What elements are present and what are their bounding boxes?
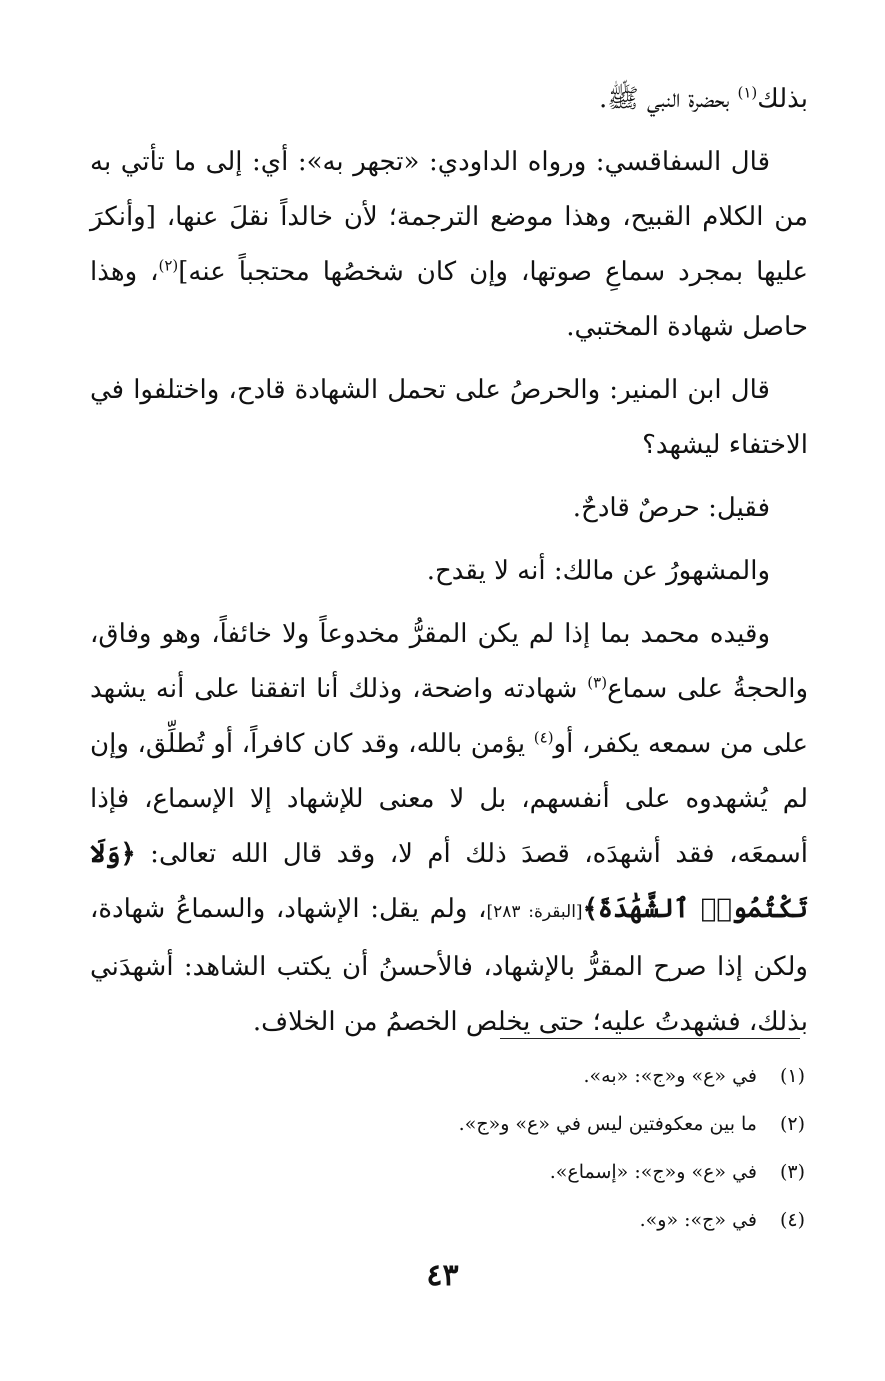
footnote-ref-1[interactable]: (١) bbox=[737, 83, 758, 102]
paragraph-2 bbox=[90, 135, 808, 355]
quran-reference: [البقرة: ٢٨٣] bbox=[486, 902, 583, 922]
footnote-number: (٢) bbox=[779, 1113, 805, 1135]
paragraph-2-tail: ، وهذا حاصل شهادة المختبي. bbox=[90, 257, 808, 342]
paragraph-5: والمشهورُ عن مالك: أنه لا يقدح. bbox=[426, 556, 770, 586]
footnote-4 bbox=[105, 1196, 805, 1244]
footnote-text: في «ج»: «و». bbox=[639, 1209, 757, 1231]
paragraph-2-text: قال السفاقسي: ورواه الداودي: «تجهر به»: أي: إلى ما تأتي به من الكلام القبيح، وهذا موضع الترجمة؛ لأن خالداً نقلَ عنها، [وأنكرَ عليها بمجرد سماعِ صوتها، وإن كان شخصُها محتجباً عنه] bbox=[90, 147, 808, 287]
footnote-text: في «ع» و«ج»: «به». bbox=[583, 1065, 757, 1087]
paragraph-6-text-b: شهادته واضحة، وذلك أنا اتفقنا على أنه يشهد على من سمعه يكفر، أو bbox=[90, 674, 808, 759]
page-body bbox=[90, 72, 808, 1058]
footnote-number: (١) bbox=[779, 1065, 805, 1087]
footnote-divider bbox=[500, 1038, 800, 1039]
footnote-ref-4[interactable]: (٤) bbox=[533, 728, 554, 747]
quran-verse: ﴿وَلَا تَكْتُمُوا۟ ٱلشَّهَٰدَةَ﴾ bbox=[90, 839, 808, 924]
footnote-2 bbox=[105, 1100, 805, 1148]
footnotes-section bbox=[105, 1052, 805, 1244]
paragraph-6-text-d: ، ولم يقل: الإشهاد، والسماعُ شهادة، ولكن إذا صرح المقرُّ بالإشهاد، فالأحسنُ أن يكتب الشاهد: أشهدَني بذلك، فشهدتُ عليه؛ حتى يخلص الخصمُ من الخلاف. bbox=[90, 894, 808, 1037]
paragraph-6-text-c: يؤمن بالله، وقد كان كافراً، أو تُطلِّق، وإن لم يُشهدوه على أنفسهم، بل لا معنى للإشهاد إلا الإسماع، فإذا أسمعَه، فقد أشهدَه، قصدَ ذلك أم لا، وقد قال الله تعالى: bbox=[90, 729, 808, 869]
paragraph-6-text-a: وقيده محمد بما إذا لم يكن المقرُّ مخدوعاً ولا خائفاً، وهو وفاق، والحجةُ على سماع bbox=[90, 619, 809, 704]
paragraph-1-tail: بحضرة النبي ﷺ. bbox=[598, 84, 738, 114]
footnote-3 bbox=[105, 1148, 805, 1196]
footnote-number: (٣) bbox=[779, 1161, 805, 1183]
paragraph-6 bbox=[90, 607, 808, 1050]
footnote-text: ما بين معكوفتين ليس في «ع» و«ج». bbox=[458, 1113, 757, 1135]
footnote-ref-2[interactable]: (٢) bbox=[158, 256, 179, 275]
paragraph-1-text: بذلك bbox=[757, 84, 808, 114]
footnote-number: (٤) bbox=[779, 1209, 805, 1231]
footnote-1 bbox=[105, 1052, 805, 1100]
paragraph-4: فقيل: حرصٌ قادحٌ. bbox=[572, 493, 770, 523]
footnote-text: في «ع» و«ج»: «إسماع». bbox=[549, 1161, 757, 1183]
paragraph-3: قال ابن المنير: والحرصُ على تحمل الشهادة قادح، واختلفوا في الاختفاء ليشهد؟ bbox=[90, 375, 808, 460]
paragraph-1 bbox=[90, 72, 808, 127]
page-number: ٤٣ bbox=[426, 1258, 459, 1293]
footnote-ref-3[interactable]: (٣) bbox=[587, 673, 608, 692]
